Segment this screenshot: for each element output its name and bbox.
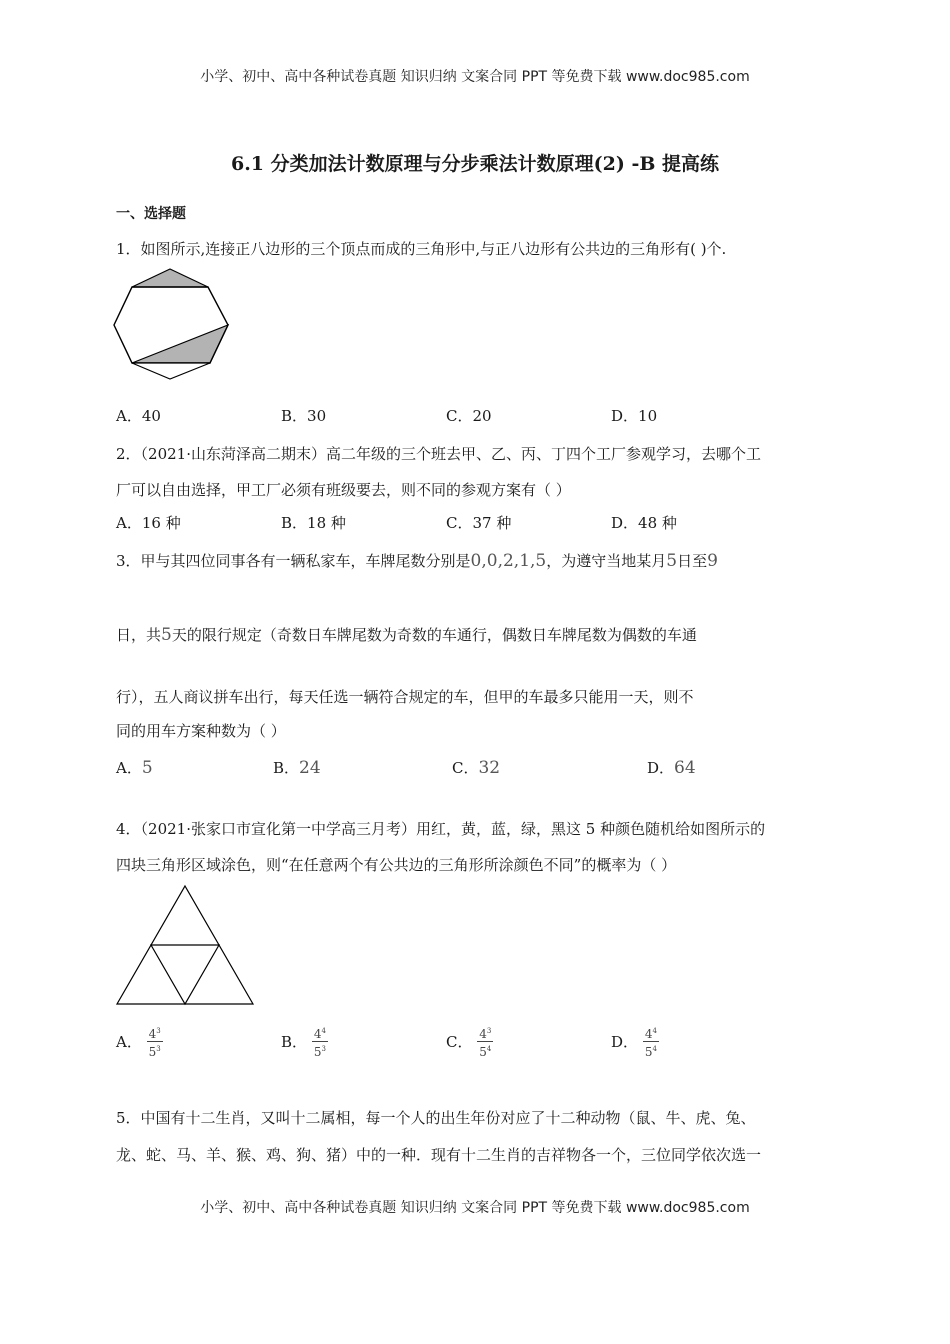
q4-line1: 4．（2021·张家口市宣化第一中学高三月考）用红，黄，蓝，绿，黑这 5 种颜色随机给如图所示的 (116, 820, 766, 838)
q4-option-a-fraction (147, 1024, 163, 1059)
q4-b-num-exp: 4 (321, 1027, 326, 1035)
q2-option-b[interactable]: B．18 种 (281, 514, 346, 532)
q3-option-d-value: 64 (674, 758, 696, 778)
shaded-triangle-top (132, 269, 208, 287)
q3-line1-text-a: 3．甲与其四位同事各有一辆私家车，车牌尾数分别是 (116, 552, 471, 570)
page-title: 6.1 分类加法计数原理与分步乘法计数原理(2) -B 提高练 (230, 153, 720, 175)
q4-option-d-label: D． (611, 1033, 639, 1051)
q2-option-c[interactable]: C．37 种 (446, 514, 512, 532)
q3-line3: 行），五人商议拼车出行，每天任选一辆符合规定的车，但甲的车最多只能用一天，则不 (116, 688, 694, 706)
q3-option-b-value: 24 (299, 758, 321, 778)
q4-option-a[interactable] (116, 1024, 163, 1059)
q3-line2 (116, 624, 697, 645)
q3-line1-text-c: 日至 (677, 552, 708, 570)
q2-line1: 2．（2021·山东菏泽高二期末）高二年级的三个班去甲、乙、丙、丁四个工厂参观学习，去哪个工 (116, 445, 761, 463)
triangle-bottom-outline (132, 363, 210, 379)
q4-a-den-exp: 3 (156, 1045, 161, 1053)
q3-option-a[interactable] (116, 757, 153, 778)
q4-option-d-fraction (643, 1024, 659, 1059)
q5-line2: 龙、蛇、马、羊、猴、鸡、狗、猪）中的一种．现有十二生肖的吉祥物各一个，三位同学依次选一 (116, 1146, 762, 1164)
q4-b-den-exp: 3 (321, 1045, 326, 1053)
q1-text: 1．如图所示,连接正八边形的三个顶点而成的三角形中,与正八边形有公共边的三角形有( )个. (116, 240, 727, 258)
q1-option-b[interactable]: B．30 (281, 407, 327, 425)
q1-option-d[interactable]: D．10 (611, 407, 658, 425)
q4-d-num-exp: 4 (652, 1027, 657, 1035)
q3-option-a-label: A． (116, 759, 142, 777)
q4-b-num: 4 (313, 1027, 322, 1041)
shaded-triangle-bottom (132, 325, 228, 363)
q5-line1: 5．中国有十二生肖，又叫十二属相，每一个人的出生年份对应了十二种动物（鼠、牛、虎、兔、 (116, 1109, 756, 1127)
q3-option-b[interactable] (273, 757, 321, 778)
q4-option-c-label: C． (446, 1033, 473, 1051)
q3-start-day: 5 (666, 551, 678, 571)
q3-end-day: 9 (707, 551, 718, 571)
q3-line2-text-b: 天的限行规定（奇数日车牌尾数为奇数的车通行，偶数日车牌尾数为偶数的车通 (171, 626, 697, 644)
q4-a-num: 4 (148, 1027, 157, 1041)
section-heading: 一、选择题 (116, 206, 186, 222)
q4-a-den: 5 (148, 1045, 157, 1059)
q3-option-c-value: 32 (478, 758, 501, 778)
q3-line1 (116, 550, 718, 571)
q4-option-b-fraction (312, 1024, 328, 1059)
q4-option-a-label: A． (116, 1033, 142, 1051)
q1-option-c[interactable]: C．20 (446, 407, 492, 425)
q4-d-num: 4 (644, 1027, 653, 1041)
q3-plate-digits: 0,0,2,1,5 (470, 551, 547, 571)
q4-option-b-label: B． (281, 1033, 308, 1051)
q4-a-num-exp: 3 (156, 1027, 161, 1035)
q4-option-d[interactable] (611, 1024, 659, 1059)
q4-c-num-exp: 3 (486, 1027, 492, 1035)
q4-d-den-exp: 4 (652, 1045, 657, 1053)
q3-option-c[interactable] (452, 757, 500, 778)
q3-line4: 同的用车方案种数为（ ） (116, 722, 286, 740)
q1-option-a[interactable]: A．40 (116, 407, 161, 425)
inner-triangle (151, 945, 219, 1004)
q4-c-den-exp: 4 (486, 1045, 492, 1053)
q4-c-num: 4 (479, 1027, 487, 1041)
header-banner: 小学、初中、高中各种试卷真题 知识归纳 文案合同 PPT 等免费下载 www.doc985.com (200, 69, 750, 85)
triangle-figure (115, 884, 255, 1006)
q3-option-d[interactable] (647, 757, 696, 778)
q3-line1-text-b: ，为遵守当地某月 (546, 552, 667, 570)
octagon-figure (112, 267, 232, 383)
q4-c-den: 5 (479, 1045, 487, 1059)
q3-days-count: 5 (161, 625, 172, 645)
q4-line2: 四块三角形区域涂色，则“在任意两个有公共边的三角形所涂颜色不同”的概率为（ ） (116, 856, 677, 874)
q3-option-d-label: D． (647, 759, 675, 777)
q3-option-c-label: C． (452, 759, 479, 777)
q3-option-a-value: 5 (141, 758, 153, 778)
q3-line2-text-a: 日，共 (116, 626, 162, 644)
q4-option-c-fraction (477, 1024, 493, 1059)
q4-option-c[interactable] (446, 1024, 493, 1059)
q2-option-a[interactable]: A．16 种 (116, 514, 181, 532)
q3-option-b-label: B． (273, 759, 300, 777)
q4-option-b[interactable] (281, 1024, 328, 1059)
q2-option-d[interactable]: D．48 种 (611, 514, 677, 532)
footer-banner: 小学、初中、高中各种试卷真题 知识归纳 文案合同 PPT 等免费下载 www.doc985.com (200, 1200, 750, 1216)
q2-line2: 厂可以自由选择，甲工厂必须有班级要去，则不同的参观方案有（ ） (116, 481, 571, 499)
q4-d-den: 5 (644, 1045, 653, 1059)
q4-b-den: 5 (313, 1045, 322, 1059)
